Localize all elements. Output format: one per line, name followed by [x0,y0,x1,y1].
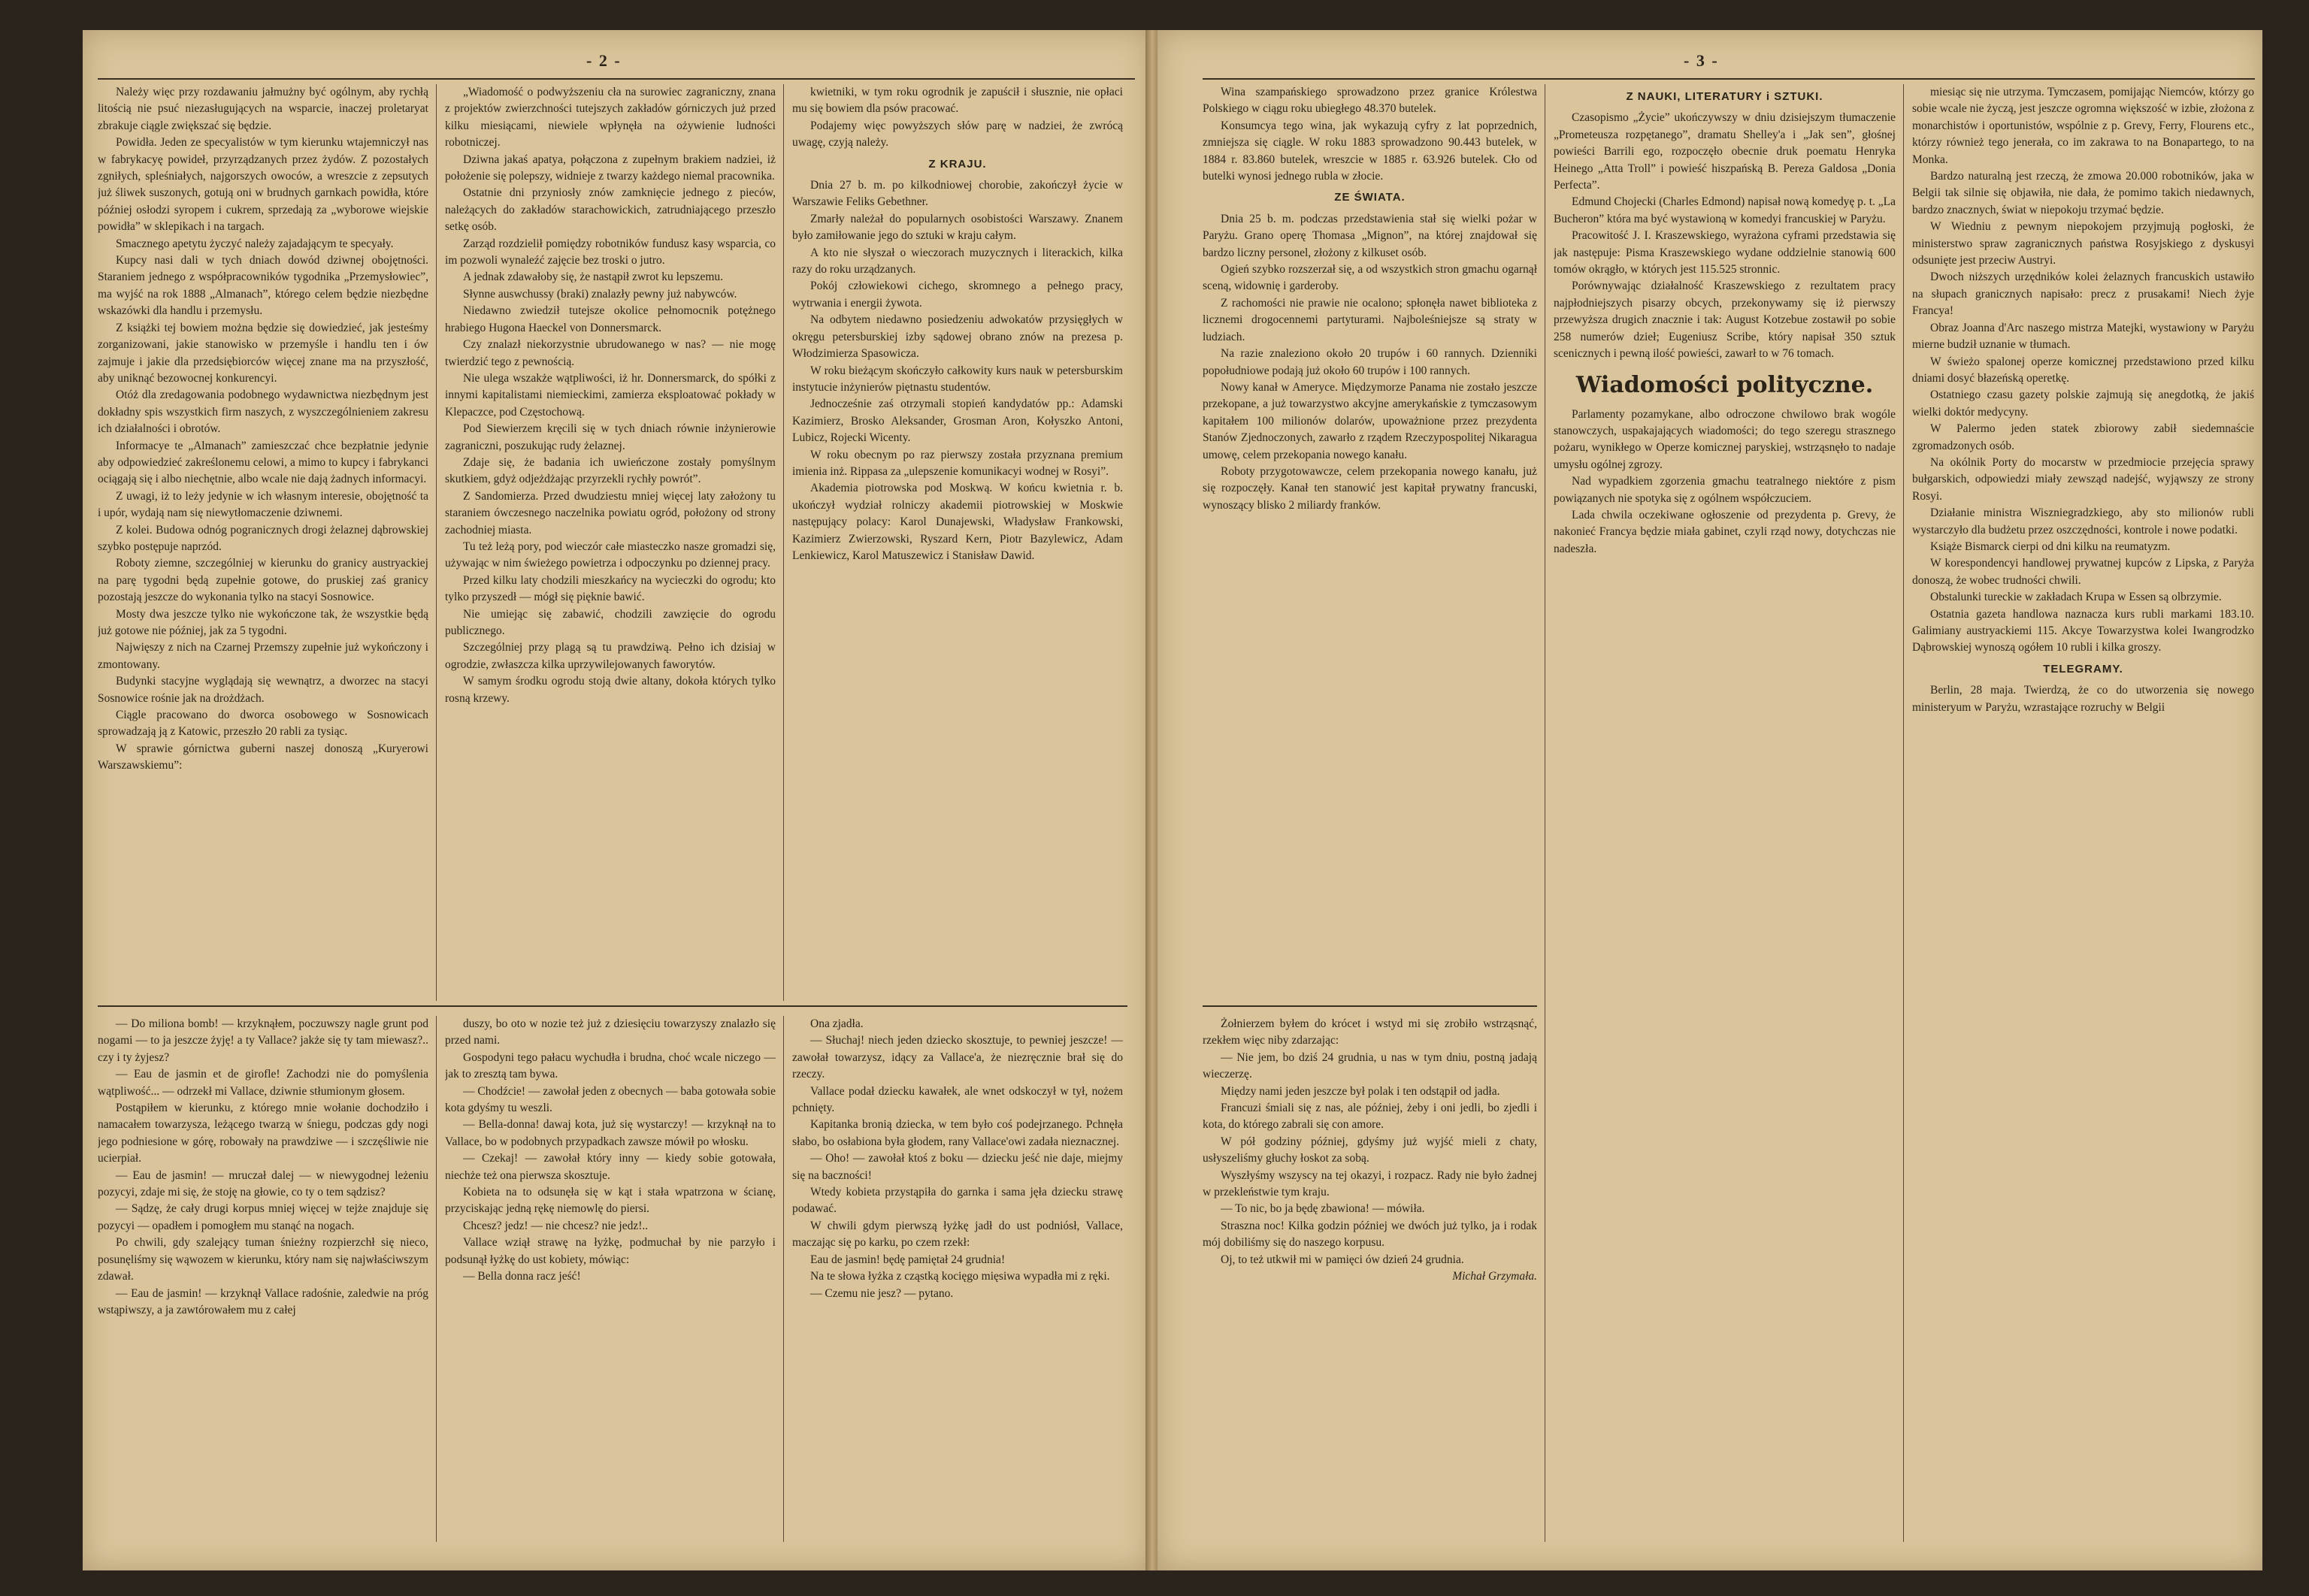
article-paragraph: W sprawie górnictwa guberni naszej donoszą „Kuryerowi Warszawskiemu”: [98,742,428,772]
article-paragraph: Czy znalazł niekorzystnie ubrudowanego w nas? — nie mogę twierdzić tego z pewnością. [445,338,776,368]
article-paragraph: Francuzi śmiali się z nas, ale później, żeby i oni jedli, bo zjedli i kota, do którego zabrali się con amore. [1203,1102,1537,1132]
article-paragraph: Pokój człowiekowi cichego, skromnego a pełnego pracy, wytrwania i energii żywota. [792,280,1123,310]
column-5 [1554,84,1896,1542]
article-paragraph: Dwoch niższych urzędników kolei żelaznych francuskich ustawiło na słupach granicznych napisało: precz z prusakami! Niech żyje Francya! [1912,271,2254,318]
article-paragraph: Straszna noc! Kilka godzin później we dwóch już tylko, ja i rodak mój dobiliśmy się do naszego korpusu. [1203,1219,1537,1250]
column-2 [445,84,776,997]
article-paragraph: Roboty ziemne, szczególniej w kierunku do granicy austryackiej na parę tygodni będą zupełnie gotowe, do pruskiej zaś granicy pozostają jeszcze do wykonania tylko na stacyi Sosnowice. [98,557,428,604]
author-signature: Michał Grzymała. [1452,1270,1537,1283]
column-divider [1903,84,1904,1542]
section-heading: Z KRAJU. [928,157,987,171]
article-paragraph: Dnia 25 b. m. podczas przedstawienia stał się wielki pożar w Paryżu. Grano operę Thomasa „Mignon”, na której znajdował się bardzo liczny personel, złożony z kilkuset osób. [1203,212,1537,259]
article-paragraph: Z Sandomierza. Przed dwudziestu mniej więcej laty założony tu staraniem ówczesnego naczelnika powiatu ogród, położony od strony zachodniej miasta. [445,489,776,537]
article-paragraph: duszy, bo oto w nozie też już z dziesięciu towarzyszy znalazło się przed nami. [445,1017,776,1047]
article-paragraph: Wyszłyśmy wszyscy na tej okazyi, i rozpacz. Rady nie było żadnej w przekleństwie tym kraju. [1203,1168,1537,1199]
article-paragraph: Nie ulega wszakże wątpliwości, iż hr. Donnersmarck, do spółki z innymi kapitalistami niemieckimi, zamierza eksploatować pokłady w Klepaczce, pod Częstochową. [445,371,776,419]
article-paragraph: Zarząd rozdzielił pomiędzy robotników fundusz kasy wsparcia, co im pozwoli wynaleźć zajęcie bez troski o jutro. [445,237,776,268]
article-paragraph: Gospodyni tego pałacu wychudła i brudna, choć wcale niczego — jak to zresztą tam bywa. [445,1050,776,1081]
major-heading: Wiadomości polityczne. [1575,371,1874,398]
article-paragraph: Wtedy kobieta przystąpiła do garnka i sama jęła dziecku strawę podawać. [792,1186,1123,1216]
article-paragraph: Obstalunki tureckie w zakładach Krupa w Essen są olbrzymie. [1930,591,2222,604]
article-paragraph: Dziwna jakaś apatya, połączona z zupełnym brakiem nadziei, iż położenie się polepszy, widnieje z twarzy każdego niemal pracownika. [445,153,776,183]
article-paragraph: Oj, to też utkwił mi w pamięci ów dzień 24 grudnia. [1221,1253,1464,1266]
article-paragraph: Wina szampańskiego sprowadzono przez granice Królestwa Polskiego w ciągu roku ubiegłego 48.370 butelek. [1203,86,1537,116]
article-paragraph: — Bella donna racz jeść! [463,1270,581,1283]
article-paragraph: Ogień szybko rozszerzał się, a od wszystkich stron gmachu ogarnął sceną, widownię i garderoby. [1203,263,1537,293]
article-paragraph: Działanie ministra Wiszniegradzkiego, aby sto milionów rubli wystarczyło dla budżetu przez oszczędności, kontrole i nowe podatki. [1912,506,2254,537]
article-paragraph: Smacznego apetytu życzyć należy zajadającym te specyały. [116,237,394,250]
article-paragraph: Ciągle pracowano do dworca osobowego w Sosnowicach sprowadzają ją z Katowic, przeszło 20 rabli za tysiąc. [98,709,428,739]
article-paragraph: — Czemu nie jesz? — pytano. [810,1286,954,1300]
article-paragraph: — Bella-donna! dawaj kota, już się wystarczy! — krzyknął na to Vallace, bo w podobnych przypadkach zawsze mówił po włosku. [445,1118,776,1148]
article-paragraph: Chcesz? jedz! — nie chcesz? nie jedz!.. [463,1219,649,1232]
article-paragraph: — To nic, bo ja będę zbawiona! — mówiła. [1221,1202,1425,1216]
article-paragraph: — Nie jem, bo dziś 24 grudnia, u nas w tym dniu, postną jadają wieczerzę. [1203,1050,1537,1081]
feuilleton-column-2 [445,1016,776,1542]
article-paragraph: Mosty dwa jeszcze tylko nie wykończone tak, że wszystkie będą już gotowe nie później, jak za 5 tygodni. [98,607,428,637]
article-paragraph: — Eau de jasmin et de girofle! Zachodzi nie do pomyślenia wątpliwość... — odrzekł mi Vallace, dziwnie stłumionym głosem. [98,1068,428,1098]
article-paragraph: — Eau de jasmin! — mruczał dalej — w niewygodnej leżeniu pozycyi, zdaje mi się, że stoję na głowie, co ty o tem sądzisz? [98,1168,428,1199]
article-paragraph: Budynki stacyjne wyglądają się wewnątrz, a dworzec na stacyi Sosnowice rośnie jak na drożdżach. [98,675,428,705]
article-paragraph: Z uwagi, iż to leży jedynie w ich własnym interesie, obojętność ta i upór, wydają nam się niewytłomaczenie dziwnemi. [98,489,428,520]
feuilleton-column-1 [98,1016,428,1542]
article-paragraph: Tu też leżą pory, pod wieczór całe miasteczko nasze gromadzi się, używając w nim świeżego powietrza i odpoczynku po dziennej pracy. [445,540,776,570]
article-paragraph: Książe Bismarck cierpi od dni kilku na reumatyzm. [1930,540,2171,553]
article-paragraph: Z kolei. Budowa odnóg pogranicznych drogi żelaznej dąbrowskiej szybko postępuje naprzód. [98,523,428,553]
article-paragraph: Porównywając działalność Kraszewskiego z rezultatem pracy najpłodniejszych pisarzy obcych, przekonywamy się iż pierwszy przewyższa drugich znacznie i tak: August Kotzebue zostawił po sobie 258 numerów dzieł; Eugeniusz Scribe, który napisał 350 sztuk scenicznych i pewną ilość powieści, zawarł to w 76 tomach. [1554,280,1896,361]
article-paragraph: W pół godziny później, gdyśmy już wyjść mieli z chaty, usłyszeliśmy głuchy łoskot za sobą. [1203,1135,1537,1165]
article-paragraph: Bardzo naturalną jest rzeczą, że zmowa 20.000 robotników, jaka w Belgii tak silnie się objawiła, nie dała, że pomimo takich niedawnych, bardzo znacznych, świat w niepokoju trzymać będzie. [1912,170,2254,216]
article-paragraph: Edmund Chojecki (Charles Edmond) napisał nową komedyę p. t. „La Bucheron” która ma być wystawioną w komedyi francuskiej w Paryżu. [1554,195,1896,225]
page-number-left: - 2 - [586,51,622,70]
feuilleton-column-4 [1203,1016,1537,1542]
article-paragraph: Kobieta na to odsunęła się w kąt i stała wpatrzona w ścianę, przyciskając jedną rękę niemowlę do piersi. [445,1186,776,1216]
article-paragraph: Kupcy nasi dali w tych dniach dowód dziwnej obojętności. Staraniem jednego z współpracowników tygodnika „Przemysłowiec”, ma wyjść na rok 1888 „Almanach”, którego celem będzie niezbędne wskazówki dla handlu i przemysłu. [98,254,428,318]
article-paragraph: Akademia piotrowska pod Moskwą. W końcu kwietnia r. b. ukończył wydział rolniczy akademii piotrowskiej w Moskwie następujący polacy: Karol Dunajewski, Władysław Frankowski, Kazimierz Zwierzowski, Ryszard Kern, Piotr Bazylewicz, Adam Lenkiewicz, Karol Matuszewicz i Stanisław Dawid. [792,482,1123,562]
article-paragraph: „Wiadomość o podwyższeniu cła na surowiec zagraniczny, znana z projektów zwierzchności tutejszych zakładów górniczych już przed kilku miesiącami, niewiele wpłynęła na ożywienie ludności robotniczej. [445,86,776,150]
article-paragraph: Vallace podał dziecku kawałek, ale wnet odskoczył w tył, nożem pchnięty. [792,1084,1123,1115]
article-paragraph: Niedawno zwiedził tutejsze okolice pełnomocnik potężnego hrabiego Hugona Haeckel von Donnersmarck. [445,304,776,334]
section-heading: ZE ŚWIATA. [1334,191,1406,204]
article-paragraph: Najwięszy z nich na Czarnej Przemszy zupełnie już wykończony i zmontowany. [98,641,428,671]
article-paragraph: W roku bieżącym skończyło całkowity kurs nauk w petersburskim instytucie inżynierów piętnastu studentów. [792,364,1123,394]
article-paragraph: — Oho! — zawołał ktoś z boku — dziecku jeść nie daje, miejmy się na baczności! [792,1152,1123,1182]
article-paragraph: W Palermo jeden statek zbiorowy zabił siedemnaście zgromadzonych osób. [1912,422,2254,452]
article-paragraph: Jednocześnie zaś otrzymali stopień kandydatów pp.: Adamski Kazimierz, Brosko Aleksander, Grosman Aron, Kołyszko Antoni, Lubicz, Rojecki Wicenty. [792,397,1123,445]
article-paragraph: Po chwili, gdy szalejący tuman śnieżny rozpierzchł się nieco, posunęliśmy się wąwozem w kierunku, który nam się najwłaściwszym zdawał. [98,1236,428,1283]
column-divider [783,1016,784,1542]
section-heading: Z NAUKI, LITERATURY i SZTUKI. [1626,90,1823,103]
article-paragraph: W roku obecnym po raz pierwszy została przyznana premium imienia inż. Rippasa za „ulepszenie komunikacyi wodnej w Rosyi”. [792,448,1123,478]
article-paragraph: Między nami jeden jeszcze był polak i ten odstąpił od jadła. [1221,1084,1500,1098]
article-paragraph: W korespondencyi handlowej prywatnej kupców z Lipska, z Paryża donoszą, że wobec trudności chwili. [1912,557,2254,587]
column-6 [1912,84,2254,1542]
article-paragraph: Roboty przygotowawcze, celem przekopania nowego kanału, już się rozpoczęły. Kanał ten stanowić jest kapitał prywatny francuski, wynoszący blisko 2 miliardy franków. [1203,464,1537,512]
article-paragraph: Lada chwila oczekiwane ogłoszenie od prezydenta p. Grevy, że nakonieć Francya będzie miała gabinet, czyli rząd nowy, dotychczas nie nadeszła. [1554,508,1896,555]
article-paragraph: Ostatnie dni przyniosły znów zamknięcie jednego z pieców, należących do zakładów starachowickich, zatrudniającego przeszło setkę osób. [445,186,776,234]
article-paragraph: Na razie znaleziono około 20 trupów i 60 rannych. Dzienniki popołudniowe podają już około 60 trupów i 100 rannych. [1203,347,1537,377]
header-rule-right [1203,78,2255,80]
article-paragraph: — Eau de jasmin! — krzyknął Vallace radośnie, zaledwie na próg wstąpiwszy, a ja zawtórowałem mu z całej [98,1286,428,1316]
article-paragraph: Postąpiłem w kierunku, z którego mnie wołanie dochodziło i namacałem towarzysza, leżącego twarzą w śniegu, podczas gdy nogi jego podniesione w górę, robowały na prawdziwe — i szczęśliwie nie ucierpiał. [98,1102,428,1165]
article-paragraph: Słynne auswchussy (braki) znalazły pewny już nabywców. [463,287,737,301]
article-paragraph: Na te słowa łyżka z cząstką kocięgo mięsiwa wypadła mi z ręki. [810,1270,1110,1283]
article-paragraph: Nad wypadkiem zgorzenia gmachu teatralnego niektóre z pism powiązanych nie spotyka się z ogólnem współczuciem. [1554,475,1896,505]
article-paragraph: — Sądzę, że cały drugi korpus mniej więcej w tejże znajduje się pozycyi — opadłem i pomogłem mu stanąć na nogach. [98,1202,428,1232]
header-rule-left [98,78,1135,80]
article-paragraph: Powidła. Jeden ze specyalistów w tym kierunku wtajemniczył nas w fabrykacyę powideł, przyrządzanych przez żydów. Z pozostałych zgniłych, spleśniałych, najgorszych owoców, a wreszcie z zepsutych już śliwek suszonych, gotują oni w brudnych garnkach powidła, które później osłodzi syropem i cukrem, sprzedają za „wyborowe wiejskie powidła” w sklepikach i na targach. [98,136,428,234]
article-paragraph: Przed kilku laty chodzili mieszkańcy na wycieczki do ogrodu; kto tylko przyszedł — mógł się pięknie bawić. [445,573,776,604]
article-paragraph: A jednak zdawałoby się, że nastąpił zwrot ku lepszemu. [463,271,724,284]
article-paragraph: W samym środku ogrodu stoją dwie altany, dokoła których tylko rosną krzewy. [445,675,776,705]
column-divider [436,84,437,1001]
article-paragraph: — Czekaj! — zawołał który inny — kiedy sobie gotowała, niechże też ona pierwsza skosztuje. [445,1152,776,1182]
article-paragraph: Żołnierzem byłem do krócet i wstyd mi się zrobiło wstrząsnąć, rzekłem więc niby zdarzając: [1203,1017,1537,1047]
article-paragraph: Zdaje się, że badania ich uwieńczone zostały pomyślnym skutkiem, gdyż odjeżdżając przyrzekli rychły powrót”. [445,455,776,486]
article-paragraph: Vallace wziął strawę na łyżkę, podmuchał by nie parzyło i podsunął łyżkę do ust kobiety, mówiąc: [445,1236,776,1266]
article-paragraph: Z książki tej bowiem można będzie się dowiedzieć, jak jesteśmy zorganizowani, jakie stanowisko w przemyśle i handlu ten i ów zajmuje i jakie dla przedsiębiorców więcej znane ma na przyszłość, aby uniknąć bezowocnej konkurencyi. [98,321,428,385]
article-paragraph: W świeżo spalonej operze komicznej przedstawiono przed kilku dniami dosyć błazeńską operetkę. [1912,355,2254,385]
column-divider [436,1016,437,1542]
article-paragraph: Eau de jasmin! będę pamiętał 24 grudnia! [810,1253,1006,1266]
article-paragraph: Podajemy więc powyższych słów parę w nadziei, że zwrócą uwagę, czyją należy. [792,119,1123,150]
article-paragraph: — Do miliona bomb! — krzyknąłem, poczuwszy nagle grunt pod nogami — to ja jeszcze żyję! a ty Vallace? jakże się ty tam miewasz?.. czy i ty żyjesz? [98,1017,428,1064]
article-paragraph: Informacye te „Almanach” zamieszczać chce bezpłatnie jedynie aby odpowiedzieć zakreślonemu celowi, a mimo to kupcy i fabrykanci ociągają się i albo niechętnie, albo wcale nie dają żadnych informacyi. [98,439,428,486]
article-paragraph: Z rachomości nie prawie nie ocalono; spłonęła nawet biblioteka z licznemi drogocennemi partyturami. Najboleśniejsze są straty w ludziach. [1203,296,1537,343]
feuilleton-rule-left [98,1005,1127,1007]
article-paragraph: Konsumcya tego wina, jak wykazują cyfry z lat poprzednich, zmniejsza się ciągle. W roku 1883 sprowadzono 90.443 butelek, w 1884 r. 83.860 butelek, wreszcie w 1885 r. 63.926 butelek. Cło od butelki wynosi jednego rubla w złocie. [1203,119,1537,183]
article-paragraph: Parlamenty pozamykane, albo odroczone chwilowo brak wogóle stanowczych, uspakajających wiadomości; do tego szeregu strasznego pożaru, wynikłego w Operze komicznej paryskiej, wstrząsnęło to nadaje umysłu ogólnej zgrozy. [1554,407,1896,471]
article-paragraph: Nie umiejąc się zabawić, chodzili zawzięcie do ogrodu publicznego. [445,607,776,637]
article-paragraph: — Słuchaj! niech jeden dziecko skosztuje, to pewniej jeszcze! — zawołał towarzysz, idący za Vallace'a, że niezręcznie brał się do rzeczy. [792,1034,1123,1081]
column-divider [783,84,784,1001]
article-paragraph: Nowy kanał w Ameryce. Międzymorze Panama nie zostało jeszcze przekopane, a już towarzystwo akcyjne amerykańskie z tymczasowym kapitałem 100 milionów dolarów, upoważnione przez prezydenta Stanów Zjednoczonych, zawarło z rządem Rzeczypospolitej Nikaragua umowę, celem przekopania nowego kanału. [1203,380,1537,461]
article-paragraph: Ostatniego czasu gazety polskie zajmują się anegdotką, że jakiś wielki doktór medycyny. [1912,388,2254,419]
column-4 [1203,84,1537,997]
article-paragraph: Należy więc przy rozdawaniu jałmużny być ogólnym, aby rychłą litością nie psuć niezasługujących na wsparcie, inaczej proletaryat zbrakuje ciągle zwiększać się będzie. [98,86,428,132]
article-paragraph: Na odbytem niedawno posiedzeniu adwokatów przysięgłych w okręgu petersburskiej izby sądowej obrano znów na prezesa p. Włodzimierza Spasowicza. [792,313,1123,361]
article-paragraph: Obraz Joanna d'Arc naszego mistrza Matejki, wystawiony w Paryżu mierne budził uznanie w tłumach. [1912,321,2254,352]
article-paragraph: A kto nie słyszał o wieczorach muzycznych i literackich, kilka razy do roku urządzanych. [792,246,1123,277]
article-paragraph: Otóż dla zredagowania podobnego wydawnictwa niezbędnym jest dokładny spis wszystkich firm naszych, z wyszczególnieniem zakresu ich działalności i obrotów. [98,388,428,436]
article-paragraph: Ona zjadła. [810,1017,864,1030]
article-paragraph: — Chodźcie! — zawołał jeden z obecnych — baba gotowała sobie kota gdyśmy tu weszli. [445,1084,776,1115]
article-paragraph: Ostatnia gazeta handlowa naznacza kurs rubli markami 183.10. Galimiany austryackiemi 115. Akcye Towarzystwa kolei Iwangrodzko Dąbrowskiej wynoszą ogółem 10 rubli i kilka groszy. [1912,607,2254,654]
page-number-right: - 3 - [1684,51,1719,70]
article-paragraph: Dnia 27 b. m. po kilkodniowej chorobie, zakończył życie w Warszawie Feliks Gebethner. [792,179,1123,209]
article-paragraph: W chwili gdym pierwszą łyżkę jadł do ust podniósł, Vallace, maczając się po karku, po czem rzekł: [792,1219,1123,1250]
article-paragraph: Zmarły należał do popularnych osobistości Warszawy. Znanem było zamiłowanie jego do sztuki w kraju całym. [792,212,1123,243]
article-paragraph: Kapitanka bronią dziecka, w tem było coś podejrzanego. Pchnęła słabo, bo osłabiona była głodem, rany Vallace'owi zadała nieznacznej. [792,1118,1123,1148]
feuilleton-rule-right [1203,1005,1537,1007]
column-3 [792,84,1123,997]
section-heading: TELEGRAMY. [2043,662,2123,676]
article-paragraph: Czasopismo „Życie” ukończywszy w dniu dzisiejszym tłumaczenie „Prometeusza rozpętanego”, dramatu Shelley'a i „Jak sen”, głośnej powieści Barrili ego, rozpoczęło obecnie druk poematu Henryka Heinego „Atta Troll” i powieść hiszpańską B. Pereza Galdosa „Donia Perfecta”. [1554,111,1896,192]
article-paragraph: Szczególniej przy plagą są tu prawdziwą. Pełno ich dzisiaj w ogrodzie, zwłaszcza kilka uprzywilejowanych faworytów. [445,641,776,671]
article-paragraph: W Wiedniu z pewnym niepokojem przyjmują pogłoski, że ministerstwo spraw zagranicznych państwa Rosyjskiego z dyskusyi odsunięte jest przeciw Austryi. [1912,220,2254,268]
article-paragraph: Berlin, 28 maja. Twierdzą, że co do utworzenia się nowego ministeryum w Paryżu, wzrastające rozruchy w Belgii [1912,684,2254,714]
article-paragraph: Pod Siewierzem kręcili się w tych dniach równie inżynierowie zagraniczni, poszukując rudy żelaznej. [445,422,776,452]
feuilleton-column-3 [792,1016,1123,1542]
article-paragraph: Pracowitość J. I. Kraszewskiego, wyrażona cyframi przedstawia się jak następuje: Pisma Kraszewskiego wydane oddzielnie stanowią 600 tomów okrągło, w których jest 115.525 stronnic. [1554,229,1896,277]
article-paragraph: kwietniki, w tym roku ogrodnik je zapuścił i słusznie, nie opłaci mu się bowiem dla psów pracować. [792,86,1123,116]
article-paragraph: Na okólnik Porty do mocarstw w przedmiocie przejęcia sprawy bułgarskich, odpowiedzi miały zewsząd nadejść, wyjąwszy ze strony Rosyi. [1912,455,2254,503]
column-1 [98,84,428,997]
article-paragraph: miesiąc się nie utrzyma. Tymczasem, pomijając Niemców, którzy go sobie wcale nie życzą, jest jeszcze ogromna większość w izbie, złożona z monarchistów i oportunistów, wspólnie z p. Grevy, Ferry, Flourens etc., którzy również tego jenerała, co im zakrawa to na Bonapartego, to na Monka. [1912,86,2254,166]
